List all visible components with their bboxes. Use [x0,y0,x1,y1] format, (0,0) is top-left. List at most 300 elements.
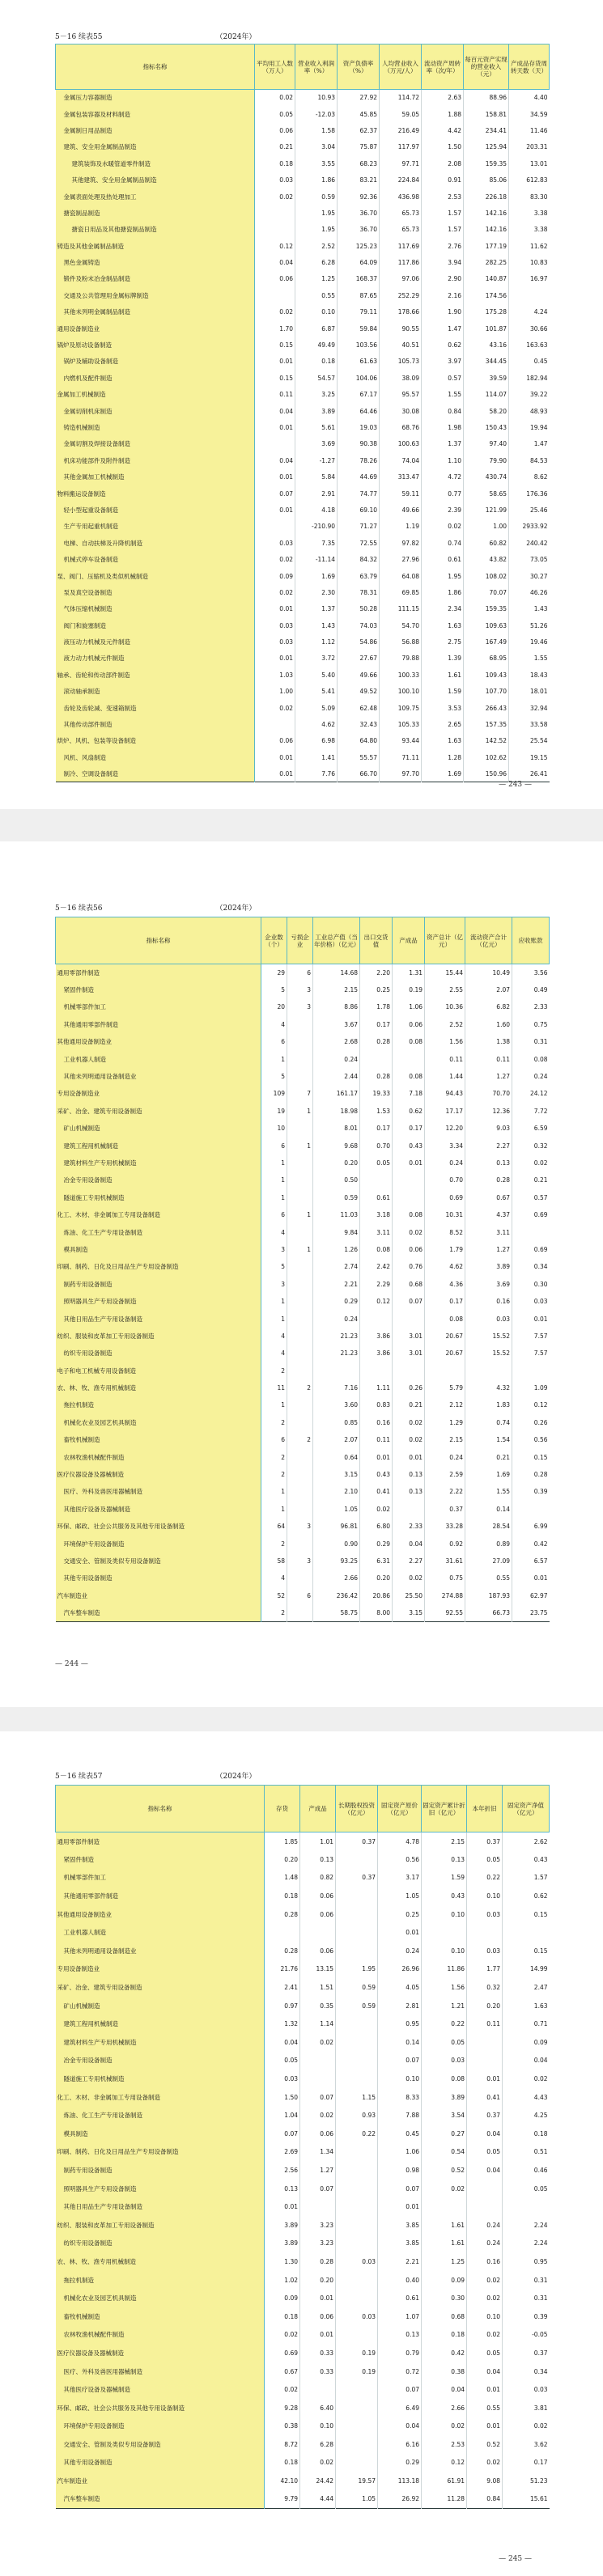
cell-value: 1.26 [313,1241,360,1258]
cell-value: -1.27 [295,452,338,468]
cell-value [336,2052,378,2070]
row-label: 其他通用设备制造业 [56,1905,265,1924]
cell-value: 0.40 [378,2271,422,2290]
cell-value: 0.03 [265,2070,300,2088]
row-label: 农、林、牧、渔专用机械制造 [56,1379,261,1396]
table-row [56,122,550,138]
cell-value: 5.61 [295,419,338,435]
cell-value: 4.42 [422,122,464,138]
cell-value [336,1850,378,1869]
cell-value: 1.43 [509,601,550,617]
table-row [56,1068,550,1085]
row-label: 铸造机械制造 [56,419,255,435]
table-row [56,1832,550,1851]
cell-value: 4.32 [465,1379,512,1396]
table-row [56,2033,550,2052]
cell-value: 0.06 [300,2125,336,2143]
cell-value: 3.89 [465,1258,512,1275]
cell-value: 0.20 [360,1570,393,1587]
cell-value: 74.04 [380,452,422,468]
cell-value: 105.73 [380,354,422,370]
cell-value: 0.02 [360,1501,393,1518]
cell-value: 14.99 [503,1960,550,1979]
row-label: 金属表面处理及热处理加工 [56,189,255,205]
cell-value: 0.09 [255,568,295,584]
cell-value: 117.97 [380,139,422,155]
table-row [56,1570,550,1587]
cell-value: 16.97 [509,271,550,287]
cell-value: 0.03 [465,1310,512,1327]
cell-value [255,205,295,221]
cell-value: 0.06 [255,733,295,749]
cell-value: 0.56 [512,1431,550,1448]
cell-value: 5 [261,1258,287,1275]
cell-value: 32.94 [509,700,550,716]
table-heading [55,31,256,41]
cell-value: 203.31 [509,139,550,155]
cell-value: 1.54 [465,1431,512,1448]
cell-value: 0.27 [422,2125,467,2143]
cell-value: 0.07 [255,485,295,502]
cell-value [287,1189,313,1206]
cell-value: 174.56 [464,287,509,303]
cell-value: 0.01 [512,1570,550,1587]
cell-value: 2 [261,1466,287,1483]
cell-value: 1.61 [422,667,464,683]
cell-value: 0.01 [255,766,295,782]
cell-value: 78.26 [338,452,380,468]
cell-value: 1.15 [336,2088,378,2107]
row-label: 其他通用设备制造业 [56,1033,261,1050]
cell-value: 612.83 [509,172,550,188]
table-row [56,320,550,337]
cell-value: 0.28 [360,1068,393,1085]
cell-value: 51.26 [509,617,550,633]
table-row [56,189,550,205]
column-header: 应收账款 [512,917,550,964]
cell-value: 3.69 [295,436,338,452]
cell-value: 8.62 [509,468,550,485]
row-label: 紧固件制造 [56,1850,265,1869]
cell-value: 0.09 [503,2033,550,2052]
cell-value [360,1310,393,1327]
cell-value: 0.01 [378,2197,422,2216]
row-label: 纺织专用设备制造 [56,1345,261,1362]
cell-value: 2 [261,1362,287,1379]
cell-value: 313.47 [380,468,422,485]
cell-value: 6.31 [360,1553,393,1570]
cell-value: 11 [261,1379,287,1396]
table-row [56,584,550,600]
cell-value: 6 [261,1431,287,1448]
cell-value: 0.71 [503,2015,550,2033]
cell-value: 0.12 [512,1396,550,1413]
cell-value: 8.01 [313,1120,360,1137]
cell-value: 58.65 [464,485,509,502]
cell-value: 0.15 [255,370,295,386]
cell-value: 2 [261,1535,287,1552]
cell-value [255,222,295,238]
cell-value: 0.01 [255,601,295,617]
cell-value: 2.59 [425,1466,465,1483]
page-243 [0,0,603,809]
column-header: 人均营业收入（万元/人） [380,44,422,90]
cell-value: 4.62 [425,1258,465,1275]
cell-value: 2.30 [295,584,338,600]
cell-value: 0.37 [467,2106,503,2125]
column-header: 资产负债率（%） [338,44,380,90]
cell-value: 2.53 [422,2435,467,2454]
cell-value: 0.04 [255,403,295,419]
cell-value: 0.41 [467,2088,503,2107]
page-244 [0,841,603,1707]
cell-value: 97.71 [380,155,422,172]
cell-value: 114.72 [380,90,422,106]
cell-value: 94.43 [425,1085,465,1102]
cell-value: 0.07 [393,1293,425,1310]
cell-value: 0.01 [300,2326,336,2345]
table-row [56,551,550,567]
cell-value: 0.03 [255,172,295,188]
cell-value: 3.17 [378,1869,422,1888]
cell-value: 62.97 [512,1587,550,1604]
cell-value [360,1362,393,1379]
cell-value [287,1033,313,1050]
cell-value: 0.37 [425,1501,465,1518]
cell-value: 55.57 [338,749,380,765]
table-row [56,1345,550,1362]
row-label: 工业机器人制造 [56,1923,265,1942]
cell-value: 2.15 [425,1431,465,1448]
cell-value: 0.12 [255,238,295,254]
cell-value: 0.07 [378,2052,422,2070]
cell-value: 9.03 [465,1120,512,1137]
cell-value: 2.56 [265,2161,300,2180]
cell-value [512,1362,550,1379]
cell-value: 3.62 [503,2435,550,2454]
cell-value: 51.23 [503,2472,550,2490]
cell-value [467,2052,503,2070]
cell-value: 111.15 [380,601,422,617]
cell-value [360,1171,393,1188]
cell-value: 0.14 [465,1501,512,1518]
table-number: 5－16 续表55 [55,33,103,41]
cell-value: 19.15 [509,749,550,765]
cell-value: 92.36 [338,189,380,205]
cell-value: 1.61 [422,2235,467,2253]
row-label: 金属切割及焊接设备制造 [56,436,255,452]
cell-value: 1 [287,1137,313,1154]
cell-value: 2.21 [313,1276,360,1293]
cell-value: 1.79 [425,1241,465,1258]
table-row [56,1501,550,1518]
cell-value: 0.05 [503,2180,550,2198]
column-header: 出口交货值 [360,917,393,964]
cell-value: 105.33 [380,716,422,732]
column-header-name: 指标名称 [56,1786,265,1832]
cell-value [336,2289,378,2307]
cell-value: 0.01 [393,1448,425,1465]
cell-value: 0.05 [255,106,295,122]
cell-value: 0.03 [255,633,295,650]
cell-value: 3.38 [509,205,550,221]
cell-value: 0.69 [265,2344,300,2362]
table-row [56,436,550,452]
statistics-table [55,1785,550,2509]
cell-value: 2.08 [422,155,464,172]
cell-value: 100.63 [380,436,422,452]
cell-value: 0.97 [265,1997,300,2015]
cell-value: 0.20 [467,1997,503,2015]
cell-value: 1.41 [295,749,338,765]
cell-value: 0.16 [465,1293,512,1310]
cell-value: 4 [261,1223,287,1240]
cell-value: 0.38 [265,2417,300,2436]
table-number: 5－16 续表57 [55,1773,103,1781]
cell-value: 11.46 [509,122,550,138]
cell-value: 0.93 [336,2106,378,2125]
cell-value: 0.08 [512,1050,550,1067]
cell-value: 49.66 [338,667,380,683]
cell-value: 2.65 [422,716,464,732]
cell-value: 0.11 [425,1050,465,1067]
cell-value: 8.52 [425,1223,465,1240]
cell-value: 0.62 [422,337,464,353]
cell-value: 33.58 [509,716,550,732]
cell-value: 7.76 [295,766,338,782]
cell-value: 1.95 [295,222,338,238]
cell-value: 1 [261,1483,287,1500]
table-row [56,387,550,403]
cell-value: 10 [261,1120,287,1137]
cell-value [313,1362,360,1379]
cell-value: 0.30 [512,1276,550,1293]
cell-value [300,2197,336,2216]
cell-value: 30.66 [509,320,550,337]
cell-value: 0.09 [265,2289,300,2307]
row-label: 交通及公共管理用金属标牌制造 [56,287,255,303]
cell-value: 43.16 [464,337,509,353]
cell-value [336,2399,378,2417]
cell-value: 58 [261,1553,287,1570]
cell-value: 15.61 [503,2490,550,2509]
cell-value: 1.09 [512,1379,550,1396]
row-label: 搪瓷日用品及其他搪瓷制品制造 [56,222,255,238]
cell-value: 88.96 [464,90,509,106]
cell-value: 1.63 [503,1997,550,2015]
cell-value: 68.23 [338,155,380,172]
cell-value: 0.10 [467,2307,503,2326]
cell-value: 2.16 [422,287,464,303]
cell-value: 4.62 [295,716,338,732]
table-row [56,981,550,998]
column-header: 固定资产原价（亿元） [378,1786,422,1832]
cell-value: 0.76 [393,1258,425,1275]
cell-value: 0.91 [422,172,464,188]
table-row [56,2197,550,2216]
cell-value: 0.02 [467,2271,503,2290]
cell-value: 95.57 [380,387,422,403]
row-label: 医疗仪器设备及器械制造 [56,2344,265,2362]
row-label: 汽车制造业 [56,1587,261,1604]
cell-value: 0.02 [255,189,295,205]
cell-value: 4.72 [422,468,464,485]
cell-value: 0.74 [422,535,464,551]
table-row [56,2472,550,2490]
table-row [56,2216,550,2235]
cell-value: 2 [261,1448,287,1465]
cell-value: 7.57 [512,1345,550,1362]
cell-value: 30.27 [509,568,550,584]
table-row [56,2161,550,2180]
cell-value: 9.79 [265,2490,300,2509]
cell-value: 3 [287,998,313,1015]
row-label: 模具制造 [56,2125,265,2143]
cell-value: 90.55 [380,320,422,337]
cell-value: 3.86 [360,1345,393,1362]
cell-value: 1.50 [265,2088,300,2107]
cell-value: 0.04 [467,2362,503,2381]
cell-value: 1.53 [360,1103,393,1120]
cell-value: 21.23 [313,1328,360,1345]
cell-value: 0.04 [422,2380,467,2399]
cell-value: 0.17 [393,1120,425,1137]
cell-value: 0.04 [265,2033,300,2052]
cell-value: 0.07 [300,2088,336,2107]
table-row [56,2052,550,2070]
row-label: 锻件及粉末冶金制品制造 [56,271,255,287]
cell-value [287,1155,313,1171]
cell-value: 0.02 [265,2326,300,2345]
cell-value: 0.04 [503,2052,550,2070]
cell-value: 43.82 [464,551,509,567]
cell-value: 1.27 [465,1241,512,1258]
cell-value: 142.16 [464,205,509,221]
cell-value: 0.31 [512,1033,550,1050]
cell-value: 48.93 [509,403,550,419]
table-row [56,90,550,106]
cell-value [255,519,295,535]
cell-value: 5 [261,1068,287,1085]
row-label: 交通安全、管制及类似专用设备制造 [56,2435,265,2454]
cell-value: 6.16 [378,2435,422,2454]
row-label: 环境保护专用设备制造 [56,2417,265,2436]
cell-value: 63.79 [338,568,380,584]
cell-value: 1.43 [295,617,338,633]
cell-value: 5.79 [425,1379,465,1396]
cell-value [336,2326,378,2345]
cell-value: 4 [261,1345,287,1362]
cell-value: 4.43 [503,2088,550,2107]
cell-value: 15.52 [465,1345,512,1362]
table-row [56,172,550,188]
cell-value: 0.02 [422,519,464,535]
cell-value: 1.63 [422,617,464,633]
cell-value: 0.26 [393,1379,425,1396]
table-row [56,1431,550,1448]
cell-value: 0.24 [313,1310,360,1327]
cell-value: 2.15 [313,981,360,998]
cell-value: 0.19 [393,981,425,998]
row-label: 采矿、冶金、建筑专用设备制造 [56,1103,261,1120]
cell-value: 0.06 [300,2307,336,2326]
cell-value: 176.36 [509,485,550,502]
cell-value: 0.03 [503,2380,550,2399]
cell-value [336,2070,378,2088]
cell-value: 0.74 [465,1414,512,1431]
cell-value: 1.69 [422,766,464,782]
cell-value: 167.49 [464,633,509,650]
cell-value: 140.87 [464,271,509,287]
row-label: 烘炉、风机、包装等设备制造 [56,733,255,749]
cell-value: 7.72 [512,1103,550,1120]
cell-value [336,2015,378,2033]
table-row [56,667,550,683]
cell-value: 4.18 [295,502,338,518]
table-row [56,304,550,320]
table-year: （2024年） [215,905,257,913]
cell-value: 109.43 [464,667,509,683]
cell-value: 27.67 [338,650,380,667]
cell-value: 0.13 [265,2180,300,2198]
table-row [56,1850,550,1869]
table-row [56,287,550,303]
cell-value: 0.14 [378,2033,422,2052]
cell-value: 0.02 [255,304,295,320]
table-year: （2024年） [215,33,257,41]
cell-value: 0.02 [393,1414,425,1431]
cell-value: 1.25 [295,271,338,287]
table-row [56,1223,550,1240]
cell-value: 79.11 [338,304,380,320]
cell-value: 0.02 [422,2417,467,2436]
cell-value: 40.51 [380,337,422,353]
cell-value: 2.62 [503,1832,550,1851]
cell-value: 0.67 [465,1189,512,1206]
cell-value: 178.66 [380,304,422,320]
row-label: 液压动力机械及元件制造 [56,633,255,650]
cell-value: 69.10 [338,502,380,518]
cell-value: 6.40 [300,2399,336,2417]
table-row [56,1887,550,1905]
cell-value [287,1570,313,1587]
cell-value: 0.98 [378,2161,422,2180]
cell-value: 4.78 [378,1832,422,1851]
cell-value: 142.16 [464,222,509,238]
table-row [56,617,550,633]
cell-value: 0.33 [300,2362,336,2381]
table-row [56,1016,550,1033]
table-row [56,1362,550,1379]
row-label: 金属包装容器及材料制造 [56,106,255,122]
cell-value: 66.73 [465,1604,512,1621]
cell-value: 6.59 [512,1120,550,1137]
cell-value: 2.24 [503,2235,550,2253]
table-row [56,766,550,782]
cell-value: 2.15 [422,1832,467,1851]
cell-value: 1.30 [265,2252,300,2271]
cell-value: 3.67 [313,1016,360,1033]
cell-value: 0.11 [465,1050,512,1067]
table-row [56,205,550,221]
cell-value: 58.20 [464,403,509,419]
cell-value: 0.28 [300,2252,336,2271]
table-row [56,2435,550,2454]
cell-value: 60.82 [464,535,509,551]
cell-value [255,716,295,732]
table-row [56,1483,550,1500]
cell-value [360,1050,393,1067]
